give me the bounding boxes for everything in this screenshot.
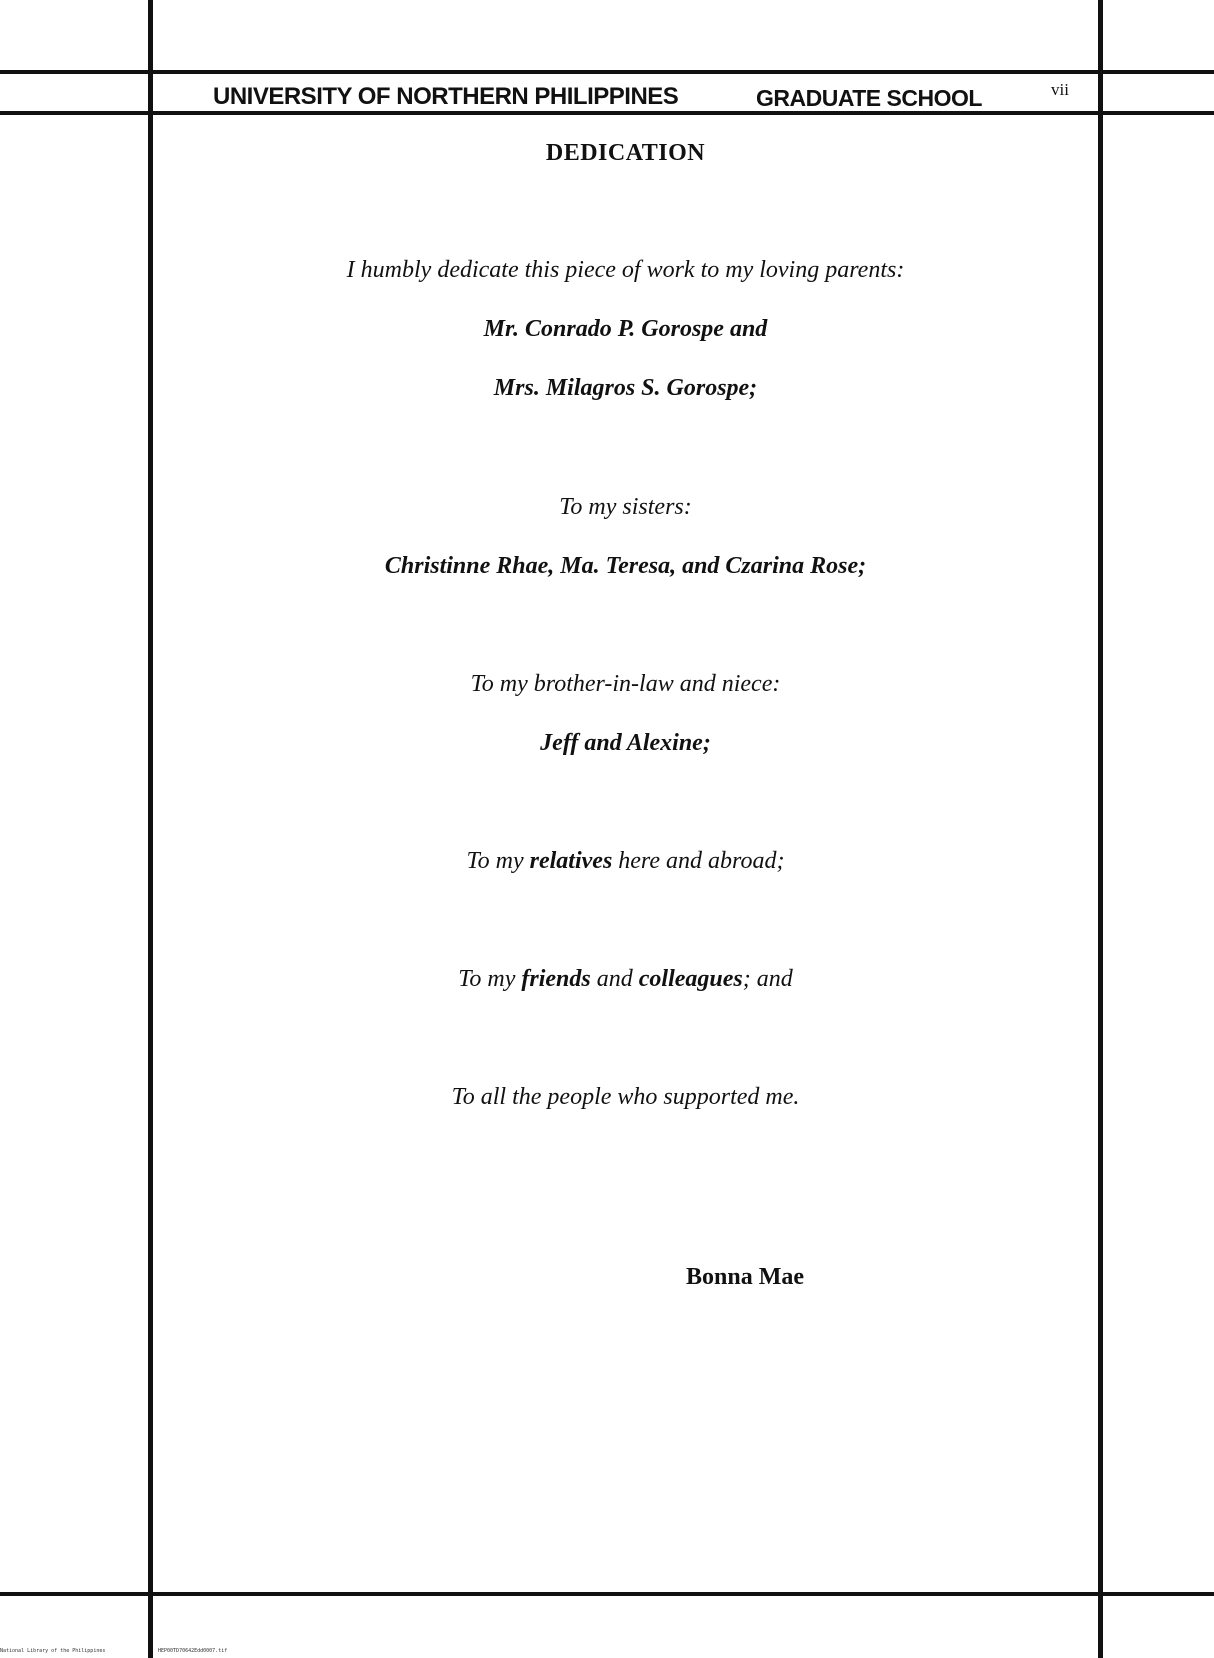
relatives-pre: To my: [466, 848, 530, 874]
relatives-post: here and abroad;: [612, 848, 785, 874]
scan-footer: [0, 1648, 228, 1654]
dedication-sisters-intro: To my sisters:: [559, 494, 692, 520]
relatives-bold: relatives: [529, 848, 613, 874]
page-header: [153, 80, 1098, 111]
header-bottom-line: [0, 111, 1214, 115]
author-signature: Bonna Mae: [686, 1264, 805, 1290]
school-name: GRADUATE SCHOOL: [756, 85, 982, 111]
page-title: DEDICATION: [545, 140, 706, 166]
friends-mid: and: [590, 966, 639, 992]
dedication-parent-father: Mr. Conrado P. Gorospe and: [483, 316, 768, 342]
dedication-intro: I humbly dedicate this piece of work to my loving parents:: [346, 257, 905, 283]
page-number: vii: [1051, 80, 1069, 99]
dedication-people: To all the people who supported me.: [451, 1084, 800, 1110]
friends-bold: friends: [521, 966, 591, 992]
dedication-relatives: [153, 848, 1098, 875]
dedication-parent-mother: Mrs. Milagros S. Gorospe;: [493, 375, 758, 401]
dedication-sisters-names: Christinne Rhae, Ma. Teresa, and Czarina Rose;: [384, 553, 867, 579]
dedication-inlaw-names: Jeff and Alexine;: [540, 730, 711, 756]
colleagues-bold: colleagues: [638, 966, 743, 992]
frame-right-line: [1098, 0, 1103, 1658]
footer-line: [0, 1592, 1214, 1596]
friends-pre: To my: [458, 966, 522, 992]
footer-library: National Library of the Philippines: [0, 1648, 106, 1654]
header-top-line: [0, 70, 1214, 74]
dedication-inlaw-intro: To my brother-in-law and niece:: [470, 671, 781, 697]
frame-left-line: [148, 0, 153, 1658]
footer-file-id: HEP00TD70642Edd0007.tif: [158, 1648, 228, 1654]
dedication-friends: [153, 966, 1098, 993]
friends-post: ; and: [742, 966, 793, 992]
university-name: UNIVERSITY OF NORTHERN PHILIPPINES: [213, 83, 679, 110]
